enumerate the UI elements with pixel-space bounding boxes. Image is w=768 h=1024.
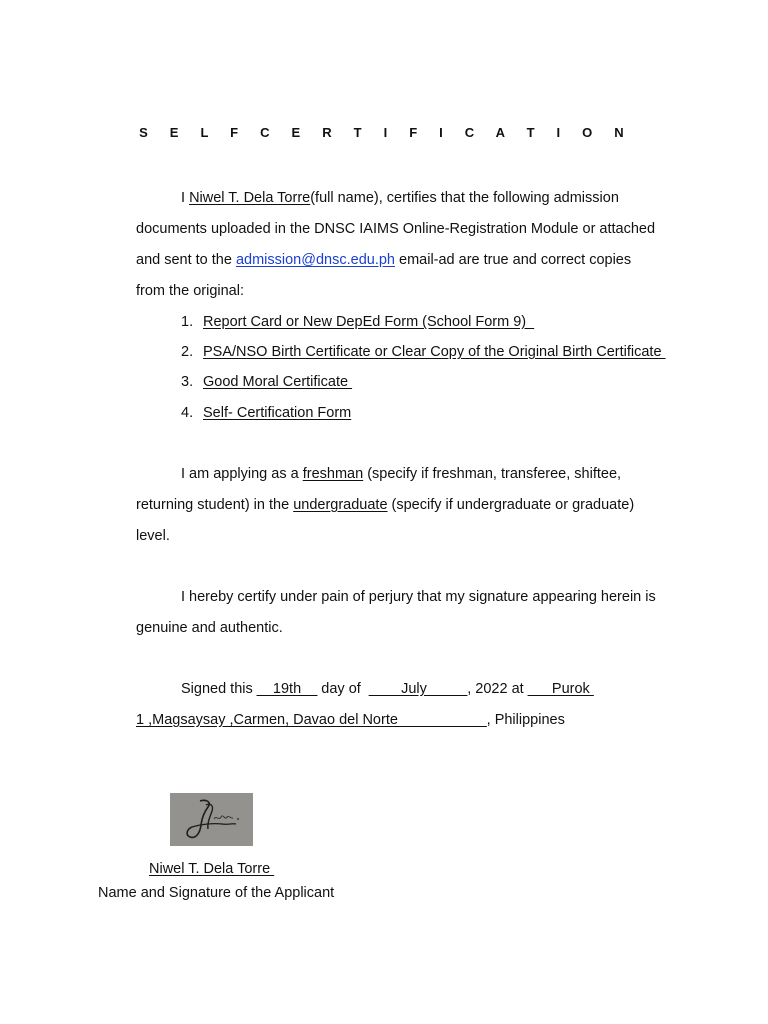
- para1-suffix: (full name), certifies that the following admission: [310, 190, 619, 206]
- signed-month: ____July_____: [368, 681, 468, 697]
- signed-mid2: , 2022 at: [467, 681, 528, 697]
- student-type: freshman: [302, 466, 364, 482]
- list-number: 4.: [181, 405, 194, 421]
- para2-line1: [181, 464, 621, 484]
- page-title: S E L F C E R T I F I C A T I O N: [139, 125, 629, 140]
- list-item: [181, 342, 666, 362]
- handwritten-signature-icon: [170, 793, 253, 846]
- list-label: Report Card or New DepEd Form (School Form 9): [203, 314, 535, 330]
- list-number: 1.: [181, 314, 194, 330]
- para2-line2-prefix: returning student) in the: [136, 497, 294, 513]
- applicant-name: Niwel T. Dela Torre: [189, 190, 311, 206]
- para3-line1: I hereby certify under pain of perjury that my signature appearing herein is: [181, 589, 656, 605]
- signed-day: __19th__: [256, 681, 318, 697]
- admission-email-link[interactable]: admission@dnsc.edu.ph: [235, 252, 395, 268]
- para3-line2: genuine and authentic.: [136, 620, 283, 636]
- signature-image: [170, 793, 253, 846]
- para1-line3-suffix: email-ad are true and correct copies: [394, 252, 632, 268]
- signed-place-part1: ___Purok: [527, 681, 594, 697]
- list-number: 2.: [181, 344, 194, 360]
- signature-name: [149, 859, 274, 879]
- para2-line3: level.: [136, 528, 170, 544]
- signatory-name: Niwel T. Dela Torre: [149, 861, 275, 877]
- para2-line2-suffix: (specify if undergraduate or graduate): [387, 497, 635, 513]
- para1-line4: from the original:: [136, 283, 244, 299]
- list-item: [181, 312, 534, 332]
- list-item: [181, 372, 352, 392]
- signed-prefix: Signed this: [181, 681, 257, 697]
- list-number: 3.: [181, 374, 194, 390]
- para1-line3-prefix: and sent to the: [136, 252, 236, 268]
- signed-place-part2: 1 ,Magsaysay ,Carmen, Davao del Norte___________: [136, 712, 487, 728]
- signed-line2: [136, 710, 565, 730]
- para2-suffix: (specify if freshman, transferee, shiftee,: [363, 466, 622, 482]
- list-label: Good Moral Certificate: [203, 374, 353, 390]
- signed-mid1: day of: [317, 681, 369, 697]
- para2-prefix: I am applying as a: [181, 466, 303, 482]
- list-item: [181, 403, 351, 423]
- para1-line3: [136, 250, 631, 270]
- signed-suffix: , Philippines: [486, 712, 565, 728]
- signed-line1: [181, 679, 594, 699]
- study-level: undergraduate: [293, 497, 388, 513]
- para1-line2: documents uploaded in the DNSC IAIMS Online-Registration Module or attached: [136, 221, 656, 237]
- para1-line1: [181, 188, 619, 208]
- para2-line2: [136, 495, 634, 515]
- list-label: PSA/NSO Birth Certificate or Clear Copy of the Original Birth Certificate: [203, 344, 666, 360]
- signature-caption: Name and Signature of the Applicant: [98, 885, 335, 901]
- para1-prefix: I: [181, 190, 190, 206]
- list-label: Self- Certification Form: [203, 405, 352, 421]
